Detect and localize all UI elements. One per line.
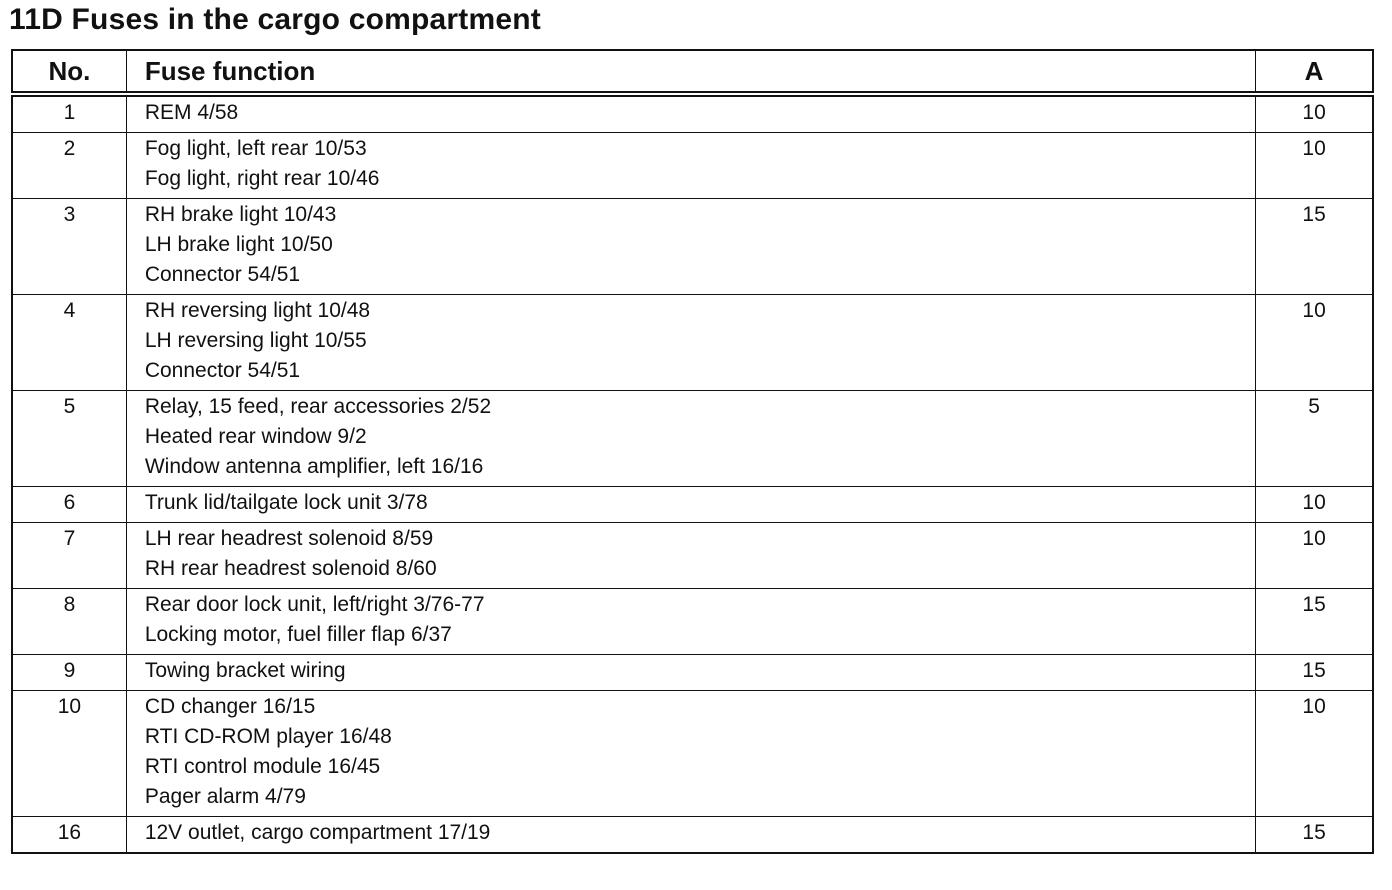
fuse-amperage: 5	[1256, 391, 1373, 487]
fuse-table	[11, 49, 1374, 854]
fuse-function-line: LH rear headrest solenoid 8/59	[144, 527, 434, 550]
table-header-row	[12, 50, 1373, 94]
table-row	[12, 94, 1373, 133]
fuse-function-cell	[126, 94, 1255, 133]
fuse-amperage: 15	[1256, 655, 1373, 691]
fuse-amperage: 10	[1256, 94, 1373, 133]
fuse-number: 2	[12, 133, 126, 199]
fuse-function-cell	[126, 391, 1255, 487]
fuse-function-cell	[126, 589, 1255, 655]
fuse-amperage: 15	[1256, 817, 1373, 854]
fuse-function-line: Towing bracket wiring	[144, 659, 346, 682]
fuse-function-line: REM 4/58	[144, 101, 239, 124]
fuse-amperage: 10	[1256, 487, 1373, 523]
table-body	[12, 94, 1373, 853]
fuse-function-line: RH rear headrest solenoid 8/60	[144, 557, 437, 580]
page-title: 11D Fuses in the cargo compartment	[9, 3, 541, 36]
fuse-function-line: Rear door lock unit, left/right 3/76-77	[144, 593, 485, 616]
table-row	[12, 655, 1373, 691]
fuse-function-line: Heated rear window 9/2	[144, 425, 367, 448]
column-header-no: No.	[12, 50, 126, 94]
fuse-function-line: RH brake light 10/43	[144, 203, 337, 226]
fuse-amperage: 15	[1256, 199, 1373, 295]
fuse-function-line: Trunk lid/tailgate lock unit 3/78	[144, 491, 428, 514]
fuse-function-cell	[126, 199, 1255, 295]
fuse-number: 3	[12, 199, 126, 295]
fuse-function-cell	[126, 133, 1255, 199]
fuse-function-line: RTI CD-ROM player 16/48	[144, 725, 392, 748]
fuse-function-line: RTI control module 16/45	[144, 755, 381, 778]
fuse-function-line: LH reversing light 10/55	[144, 329, 367, 352]
fuse-amperage: 10	[1256, 691, 1373, 817]
table-row	[12, 295, 1373, 391]
fuse-function-line: Fog light, left rear 10/53	[144, 137, 367, 160]
fuse-amperage: 15	[1256, 589, 1373, 655]
fuse-function-cell	[126, 295, 1255, 391]
fuse-amperage: 10	[1256, 133, 1373, 199]
fuse-function-line: Fog light, right rear 10/46	[144, 167, 380, 190]
table-row	[12, 589, 1373, 655]
fuse-amperage: 10	[1256, 523, 1373, 589]
fuse-function-cell	[126, 691, 1255, 817]
fuse-function-line: Connector 54/51	[144, 263, 301, 286]
fuse-function-line: CD changer 16/15	[144, 695, 316, 718]
fuse-function-line: Connector 54/51	[144, 359, 301, 382]
table-row	[12, 523, 1373, 589]
fuse-function-line: Window antenna amplifier, left 16/16	[144, 455, 484, 478]
fuse-function-cell	[126, 655, 1255, 691]
table-row	[12, 133, 1373, 199]
fuse-number: 7	[12, 523, 126, 589]
fuse-amperage: 10	[1256, 295, 1373, 391]
fuse-number: 4	[12, 295, 126, 391]
fuse-number: 5	[12, 391, 126, 487]
fuse-function-line: 12V outlet, cargo compartment 17/19	[144, 821, 491, 844]
fuse-function-line: Pager alarm 4/79	[144, 785, 306, 808]
column-header-fuse-function: Fuse function	[126, 50, 1255, 94]
fuse-number: 9	[12, 655, 126, 691]
fuse-function-line: RH reversing light 10/48	[144, 299, 371, 322]
fuse-function-line: Relay, 15 feed, rear accessories 2/52	[144, 395, 492, 418]
fuse-function-line: Locking motor, fuel filler flap 6/37	[144, 623, 452, 646]
fuse-function-line: LH brake light 10/50	[144, 233, 333, 256]
fuse-function-cell	[126, 523, 1255, 589]
table-row	[12, 199, 1373, 295]
fuse-function-cell	[126, 817, 1255, 854]
table-row	[12, 817, 1373, 854]
fuse-number: 10	[12, 691, 126, 817]
fuse-number: 6	[12, 487, 126, 523]
table-row	[12, 487, 1373, 523]
table-row	[12, 691, 1373, 817]
fuse-function-cell	[126, 487, 1255, 523]
table-row	[12, 391, 1373, 487]
fuse-number: 16	[12, 817, 126, 854]
fuse-number: 8	[12, 589, 126, 655]
column-header-amps: A	[1256, 50, 1373, 94]
fuse-number: 1	[12, 94, 126, 133]
